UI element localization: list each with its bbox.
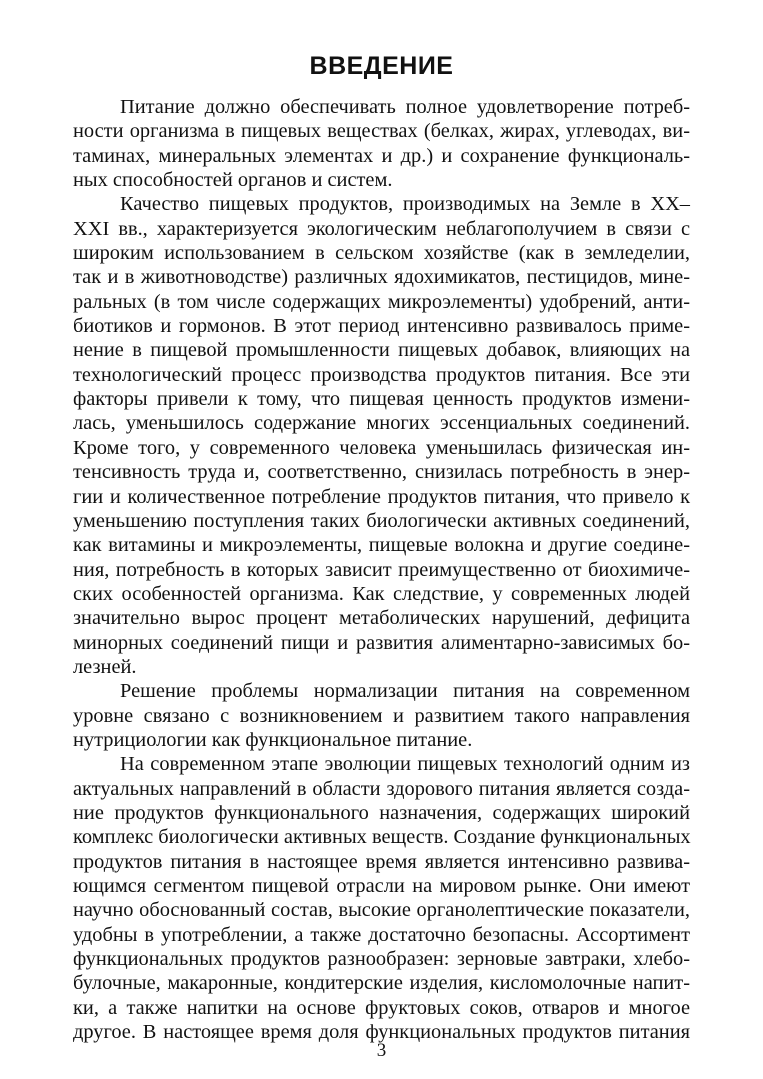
text-line: нение в пищевой промышленности пищевых добавок, влияющих на [73, 339, 690, 362]
text-line: так и в животноводстве) различных ядохимикатов, пестицидов, мине- [73, 266, 690, 289]
text-line: Питание должно обеспечивать полное удовлетворение потреб- [120, 96, 690, 118]
text-line: ки, а также напитки на основе фруктовых соков, отваров и многое [73, 996, 690, 1019]
page-title: ВВЕДЕНИЕ [309, 52, 454, 80]
text-line: нутрициологии как функциональное питание. [73, 728, 473, 751]
text-line: уровне связано с возникновением и развитием такого направления [73, 704, 690, 727]
text-line: Кроме того, у современного человека уменьшилась физическая ин- [73, 436, 690, 459]
text-line: как витамины и микроэлементы, пищевые волокна и другие соедине- [73, 534, 690, 557]
body-text [73, 95, 690, 1044]
text-line: продуктов питания в настоящее время является интенсивно развива- [73, 850, 690, 873]
text-line: ющимся сегментом пищевой отрасли на мировом рынке. Они имеют [73, 875, 690, 897]
text-line: ских особенностей организма. Как следствие, у современных людей [73, 582, 690, 605]
text-line: лезней. [73, 655, 137, 678]
text-line: комплекс биологически активных веществ. Создание функциональных [73, 826, 691, 849]
text-line: функциональных продуктов разнообразен: зерновые завтраки, хлебо- [73, 948, 690, 971]
text-line: булочные, макаронные, кондитерские изделия, кисломолочные напит- [73, 972, 690, 995]
text-line: ности организма в пищевых веществах (белках, жирах, углеводах, ви- [73, 120, 690, 143]
text-line: лась, уменьшилось содержание многих эссенциальных соединений. [73, 412, 690, 435]
text-line: На современном этапе эволюции пищевых технологий одним из [120, 753, 690, 776]
text-line: значительно вырос процент метаболических нарушений, дефицита [73, 607, 690, 630]
paragraph [73, 679, 690, 752]
text-line: технологический процесс производства продуктов питания. Все эти [73, 363, 690, 386]
paragraph [73, 752, 690, 1044]
text-line: актуальных направлений в области здорового питания является созда- [73, 777, 690, 800]
page-number: 3 [376, 1040, 387, 1061]
text-line: факторы привели к тому, что пищевая ценность продуктов измени- [73, 388, 690, 411]
text-line: ральных (в том числе содержащих микроэлементы) удобрений, анти- [73, 290, 690, 313]
text-line: научно обоснованный состав, высокие органолептические показатели, [73, 899, 690, 922]
text-line: Решение проблемы нормализации питания на современном [120, 680, 690, 703]
text-line: ния, потребность в которых зависит преимущественно от биохимиче- [73, 558, 690, 581]
text-line: XXI вв., характеризуется экологическим неблагополучием в связи с [73, 217, 690, 240]
text-line: ных способностей органов и систем. [73, 169, 393, 192]
text-line: таминах, минеральных элементах и др.) и сохранение функциональ- [73, 144, 690, 167]
paragraph [73, 192, 690, 679]
text-line: гии и количественное потребление продуктов питания, что привело к [73, 485, 690, 508]
paragraph [73, 95, 690, 192]
text-line: ние продуктов функционального назначения, содержащих широкий [73, 801, 690, 824]
text-line: другое. В настоящее время доля функциональных продуктов питания [73, 1021, 690, 1044]
text-line: минорных соединений пищи и развития алиментарно-зависимых бо- [73, 631, 690, 654]
text-line: Качество пищевых продуктов, производимых на Земле в XX– [120, 193, 690, 216]
text-line: удобны в употреблении, а также достаточно безопасны. Ассортимент [73, 923, 690, 946]
text-line: тенсивность труда и, соответственно, снизилась потребность в энер- [73, 461, 690, 484]
text-line: широким использованием в сельском хозяйстве (как в земледелии, [73, 242, 690, 265]
text-line: уменьшению поступления таких биологически активных соединений, [73, 509, 690, 532]
text-line: биотиков и гормонов. В этот период интенсивно развивалось приме- [73, 315, 690, 338]
